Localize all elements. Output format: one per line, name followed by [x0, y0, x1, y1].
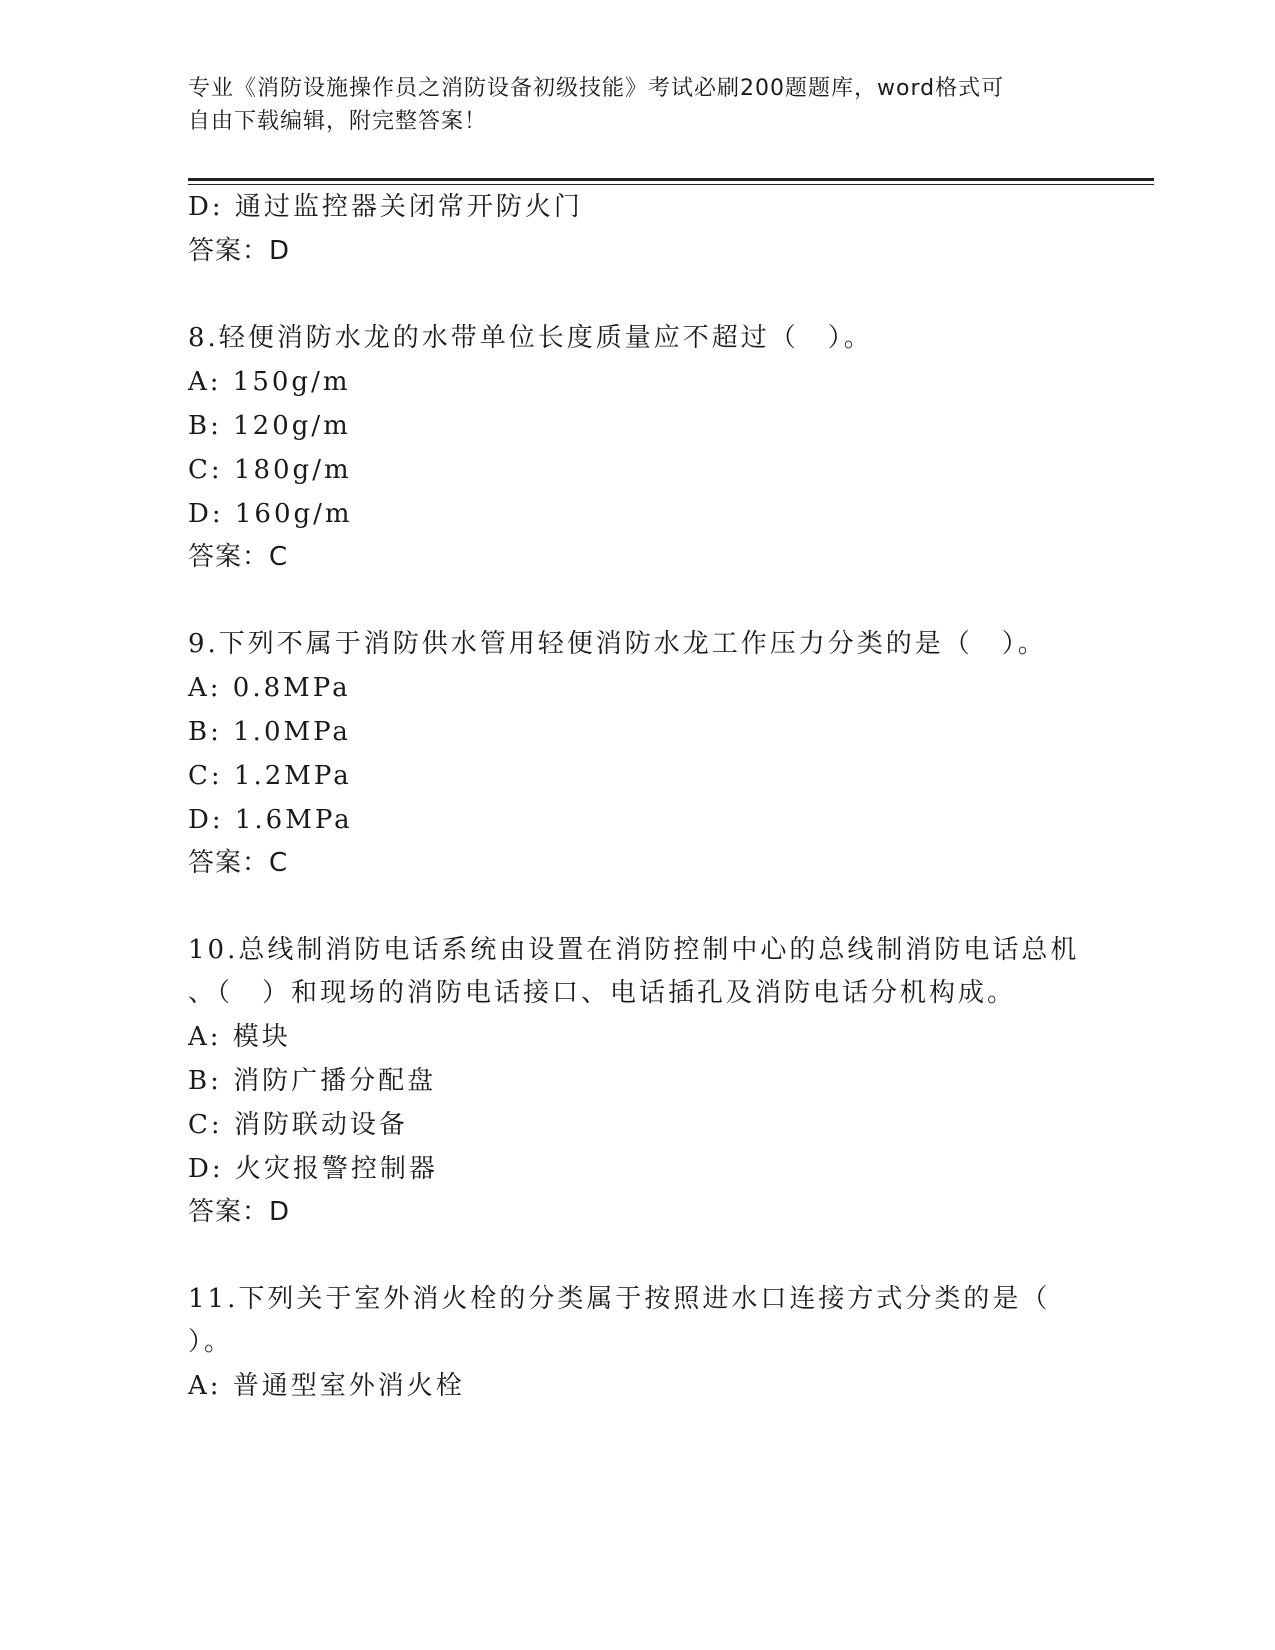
document-header: [188, 72, 1088, 138]
header-line-2: 自由下载编辑，附完整答案！: [188, 109, 488, 134]
q9-option-a: A: 0.8MPa: [188, 673, 351, 703]
q11-stem-line-2: ）。: [188, 1327, 234, 1357]
q7-option-d: D: 通过监控器关闭常开防火门: [188, 192, 583, 222]
q10-option-c: C: 消防联动设备: [188, 1110, 408, 1140]
q9-stem: 9.下列不属于消防供水管用轻便消防水龙工作压力分类的是（ ）。: [188, 629, 1047, 659]
q10-stem-line-2: 、（ ）和现场的消防电话接口、电话插孔及消防电话分机构成。: [188, 978, 1017, 1008]
q10-stem-line-1: 10.总线制消防电话系统由设置在消防控制中心的总线制消防电话总机: [188, 935, 1080, 965]
q10-option-b: B: 消防广播分配盘: [188, 1066, 437, 1096]
header-divider-thick: [188, 178, 1154, 181]
q8-option-c: C: 180g/m: [188, 455, 352, 485]
q11-stem-line-1: 11.下列关于室外消火栓的分类属于按照进水口连接方式分类的是（: [188, 1284, 1051, 1314]
q8-option-a: A: 150g/m: [188, 367, 351, 397]
q9-option-b: B: 1.0MPa: [188, 717, 351, 747]
header-line-1: 专业《消防设施操作员之消防设备初级技能》考试必刷200题题库，word格式可: [188, 76, 1005, 101]
q10-option-a: A: 模块: [188, 1022, 291, 1052]
q8-answer: 答案：C: [188, 542, 289, 572]
q7-answer: 答案：D: [188, 236, 291, 266]
q10-option-d: D: 火灾报警控制器: [188, 1154, 438, 1184]
header-divider-thin: [188, 184, 1154, 185]
q11-option-a: A: 普通型室外消火栓: [188, 1371, 465, 1401]
q10-answer: 答案：D: [188, 1197, 291, 1227]
q8-option-d: D: 160g/m: [188, 499, 353, 529]
q8-option-b: B: 120g/m: [188, 411, 351, 441]
q9-option-c: C: 1.2MPa: [188, 761, 352, 791]
q8-stem: 8.轻便消防水龙的水带单位长度质量应不超过（ ）。: [188, 323, 873, 353]
q9-answer: 答案：C: [188, 848, 289, 878]
q9-option-d: D: 1.6MPa: [188, 805, 353, 835]
